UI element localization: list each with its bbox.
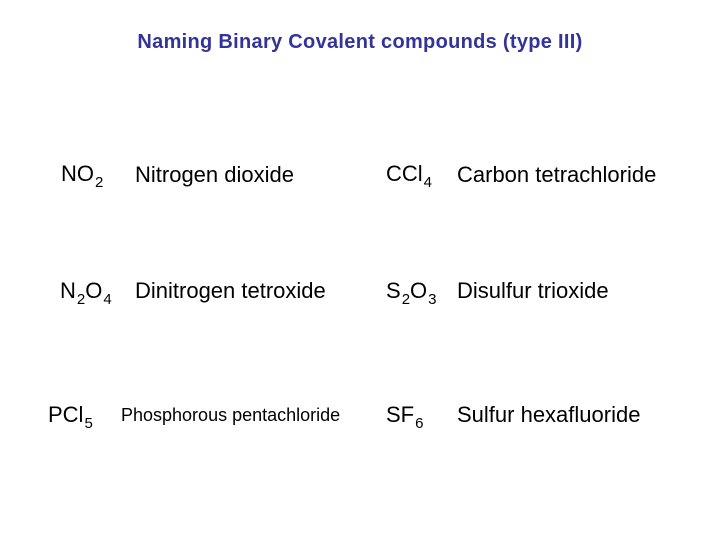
formula-subscript: 6 xyxy=(415,415,424,432)
formula-subscript: 2 xyxy=(95,174,104,191)
formula-symbol: NO xyxy=(61,161,94,186)
formula-symbol: SF xyxy=(386,402,415,427)
compound-name-disulfur-trioxide: Disulfur trioxide xyxy=(457,278,609,303)
formula-symbol: S xyxy=(386,278,401,303)
page-title: Naming Binary Covalent compounds (type III) xyxy=(137,31,583,53)
compound-name-nitrogen-dioxide: Nitrogen dioxide xyxy=(135,162,294,187)
formula-subscript: 2 xyxy=(76,291,86,308)
compound-formula-sf6 xyxy=(386,402,424,432)
formula-subscript: 2 xyxy=(401,291,411,308)
compound-name-dinitrogen-tetroxide: Dinitrogen tetroxide xyxy=(135,278,326,303)
formula-symbol: O xyxy=(410,278,428,303)
formula-symbol: CCl xyxy=(386,161,423,186)
formula-symbol: O xyxy=(85,278,103,303)
formula-subscript: 4 xyxy=(423,174,433,191)
compound-formula-pcl5 xyxy=(48,402,93,432)
formula-subscript: 5 xyxy=(84,415,93,432)
formula-symbol: PCl xyxy=(48,402,84,427)
formula-subscript: 4 xyxy=(103,291,112,308)
compound-formula-ccl4 xyxy=(386,161,433,191)
formula-symbol: N xyxy=(60,278,76,303)
compound-name-sulfur-hexafluoride: Sulfur hexafluoride xyxy=(457,402,641,427)
compound-formula-n2o4 xyxy=(60,278,112,308)
compound-name-phosphorous-pentachloride: Phosphorous pentachloride xyxy=(121,405,341,425)
compound-formula-no2 xyxy=(61,161,104,191)
compound-name-carbon-tetrachloride: Carbon tetrachloride xyxy=(457,162,657,187)
compound-formula-s2o3 xyxy=(386,278,437,308)
formula-subscript: 3 xyxy=(428,291,437,308)
